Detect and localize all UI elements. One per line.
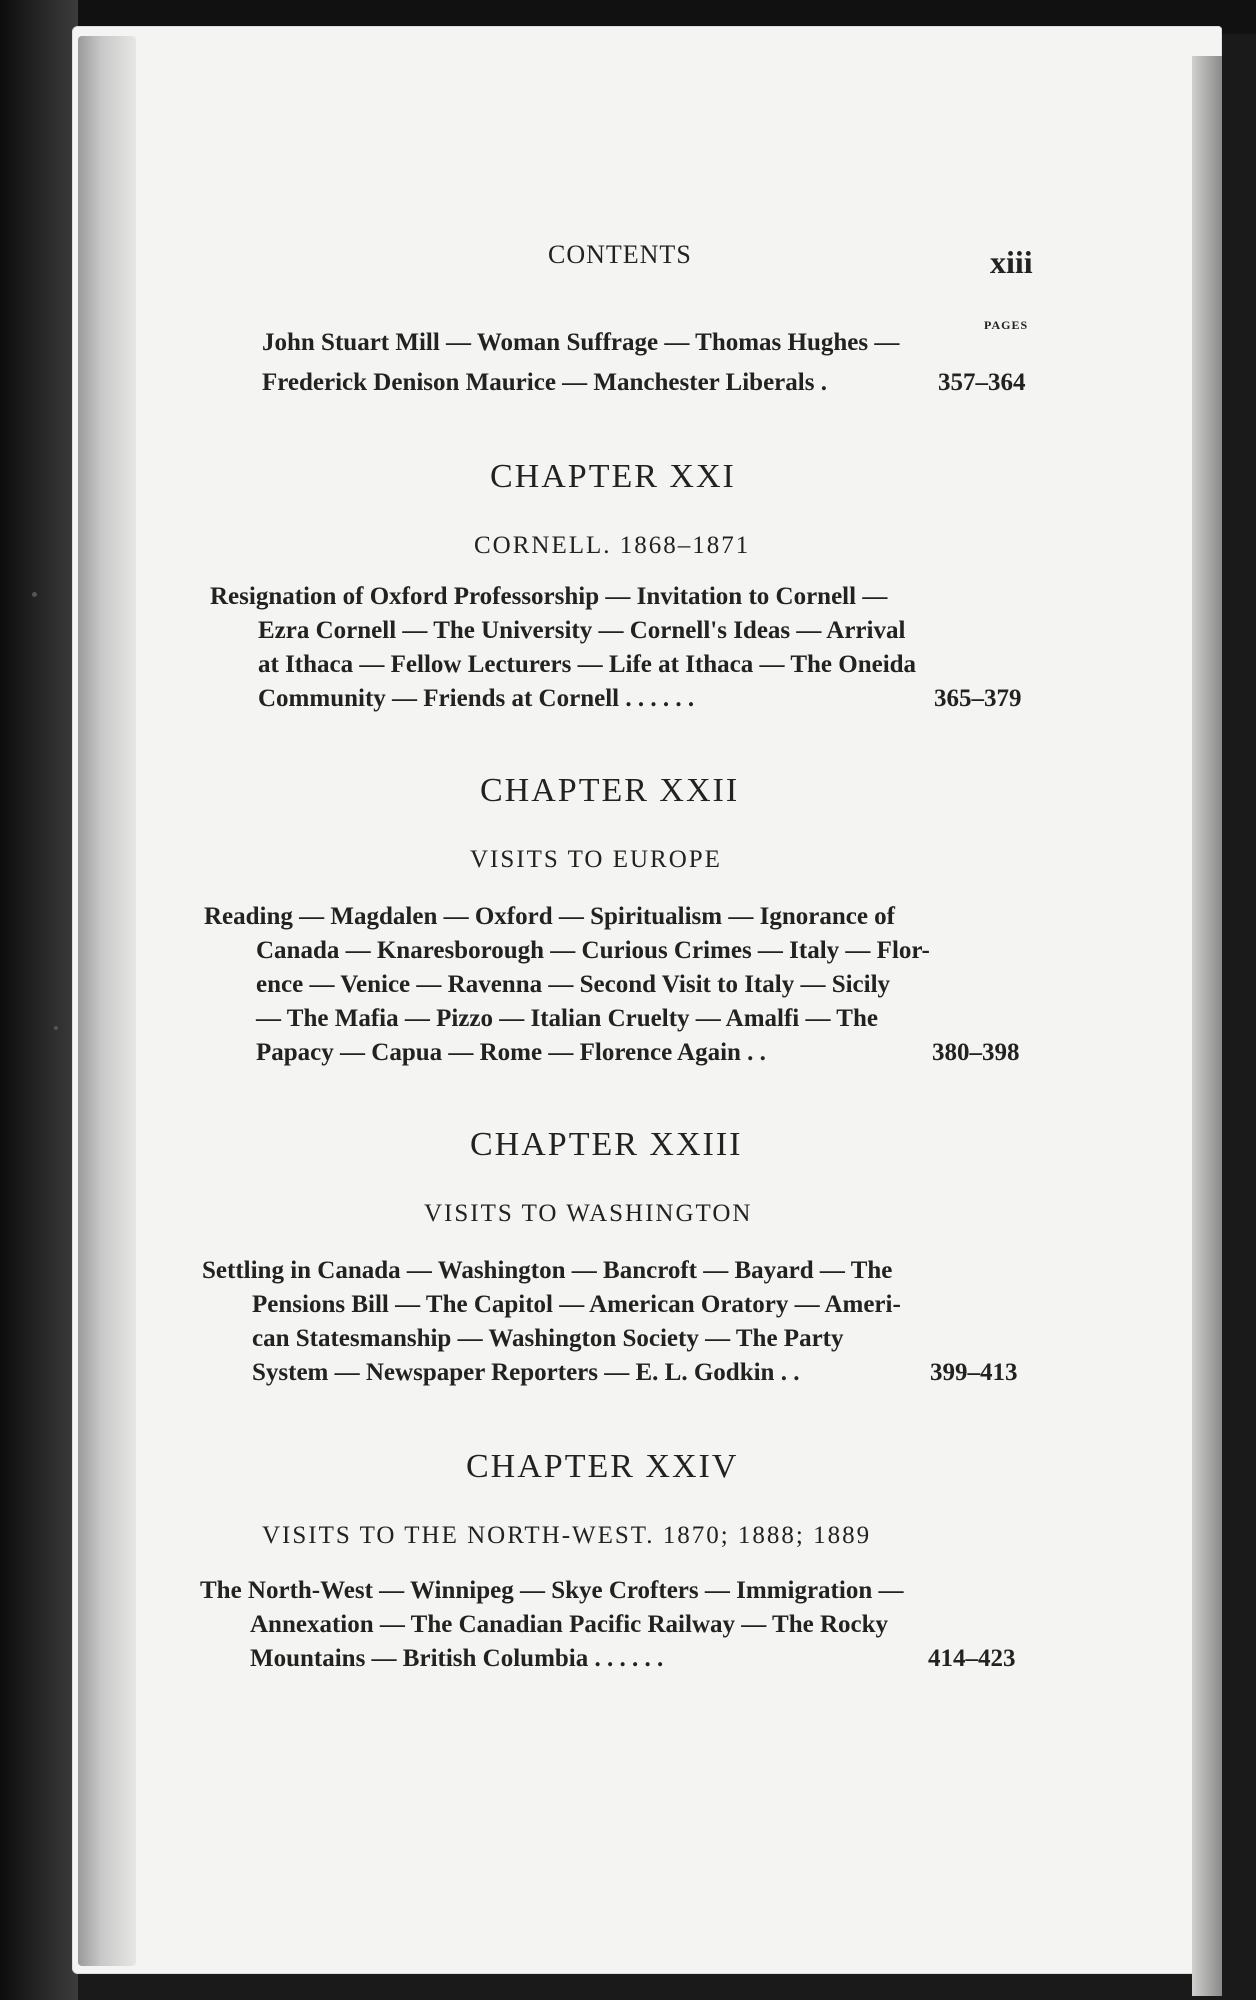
page-range: 365–379 (934, 685, 1022, 712)
page-number: xiii (990, 244, 1033, 280)
chapter-subtitle: VISITS TO EUROPE (470, 846, 722, 873)
entry-line: ence — Venice — Ravenna — Second Visit to Italy — Sicily (256, 971, 891, 998)
book-spine (0, 0, 78, 2000)
chapter-subtitle: VISITS TO WASHINGTON (424, 1200, 753, 1227)
page-gutter (78, 36, 136, 1966)
page-range: 357–364 (938, 369, 1026, 396)
entry-line: can Statesmanship — Washington Society — The Party (252, 1325, 844, 1352)
entry-line: at Ithaca — Fellow Lecturers — Life at Ithaca — The Oneida (258, 651, 917, 678)
entry-line: Pensions Bill — The Capitol — American Oratory — Ameri- (252, 1291, 901, 1318)
chapter-subtitle: VISITS TO THE NORTH-WEST. 1870; 1888; 1889 (262, 1522, 872, 1549)
entry-line: Reading — Magdalen — Oxford — Spiritualism — Ignorance of (204, 903, 895, 930)
entry-line: The North-West — Winnipeg — Skye Crofters — Immigration — (200, 1577, 904, 1604)
page-range: 380–398 (932, 1039, 1020, 1066)
page-range: 399–413 (930, 1359, 1018, 1386)
entry-line: System — Newspaper Reporters — E. L. Godkin . . (252, 1359, 800, 1386)
chapter-subtitle: CORNELL. 1868–1871 (474, 532, 751, 559)
entry-line: Settling in Canada — Washington — Bancroft — Bayard — The (202, 1257, 893, 1284)
pages-column-label: PAGES (984, 318, 1029, 332)
page-edge (1192, 56, 1222, 1996)
entry-line: Ezra Cornell — The University — Cornell's Ideas — Arrival (258, 617, 906, 644)
entry-line: Mountains — British Columbia . . . . . . (250, 1645, 664, 1672)
entry-line: Resignation of Oxford Professorship — Invitation to Cornell — (210, 583, 888, 610)
entry-line: — The Mafia — Pizzo — Italian Cruelty — Amalfi — The (256, 1005, 878, 1032)
page-range: 414–423 (928, 1645, 1016, 1672)
chapter-heading: CHAPTER XXII (480, 772, 740, 809)
entry-line: John Stuart Mill — Woman Suffrage — Thomas Hughes — (262, 329, 900, 356)
dust-speck (32, 592, 37, 597)
chapter-heading: CHAPTER XXIV (466, 1448, 739, 1485)
entry-line: Annexation — The Canadian Pacific Railway — The Rocky (250, 1611, 889, 1638)
chapter-heading: CHAPTER XXI (490, 458, 736, 495)
running-head-title: CONTENTS (548, 240, 692, 269)
entry-line: Papacy — Capua — Rome — Florence Again . . (256, 1039, 766, 1066)
entry-line: Canada — Knaresborough — Curious Crimes — Italy — Flor- (256, 937, 930, 964)
entry-line: Frederick Denison Maurice — Manchester Liberals . (262, 369, 827, 396)
chapter-heading: CHAPTER XXIII (470, 1126, 743, 1163)
entry-line: Community — Friends at Cornell . . . . . . (258, 685, 695, 712)
dust-speck (54, 1026, 58, 1030)
